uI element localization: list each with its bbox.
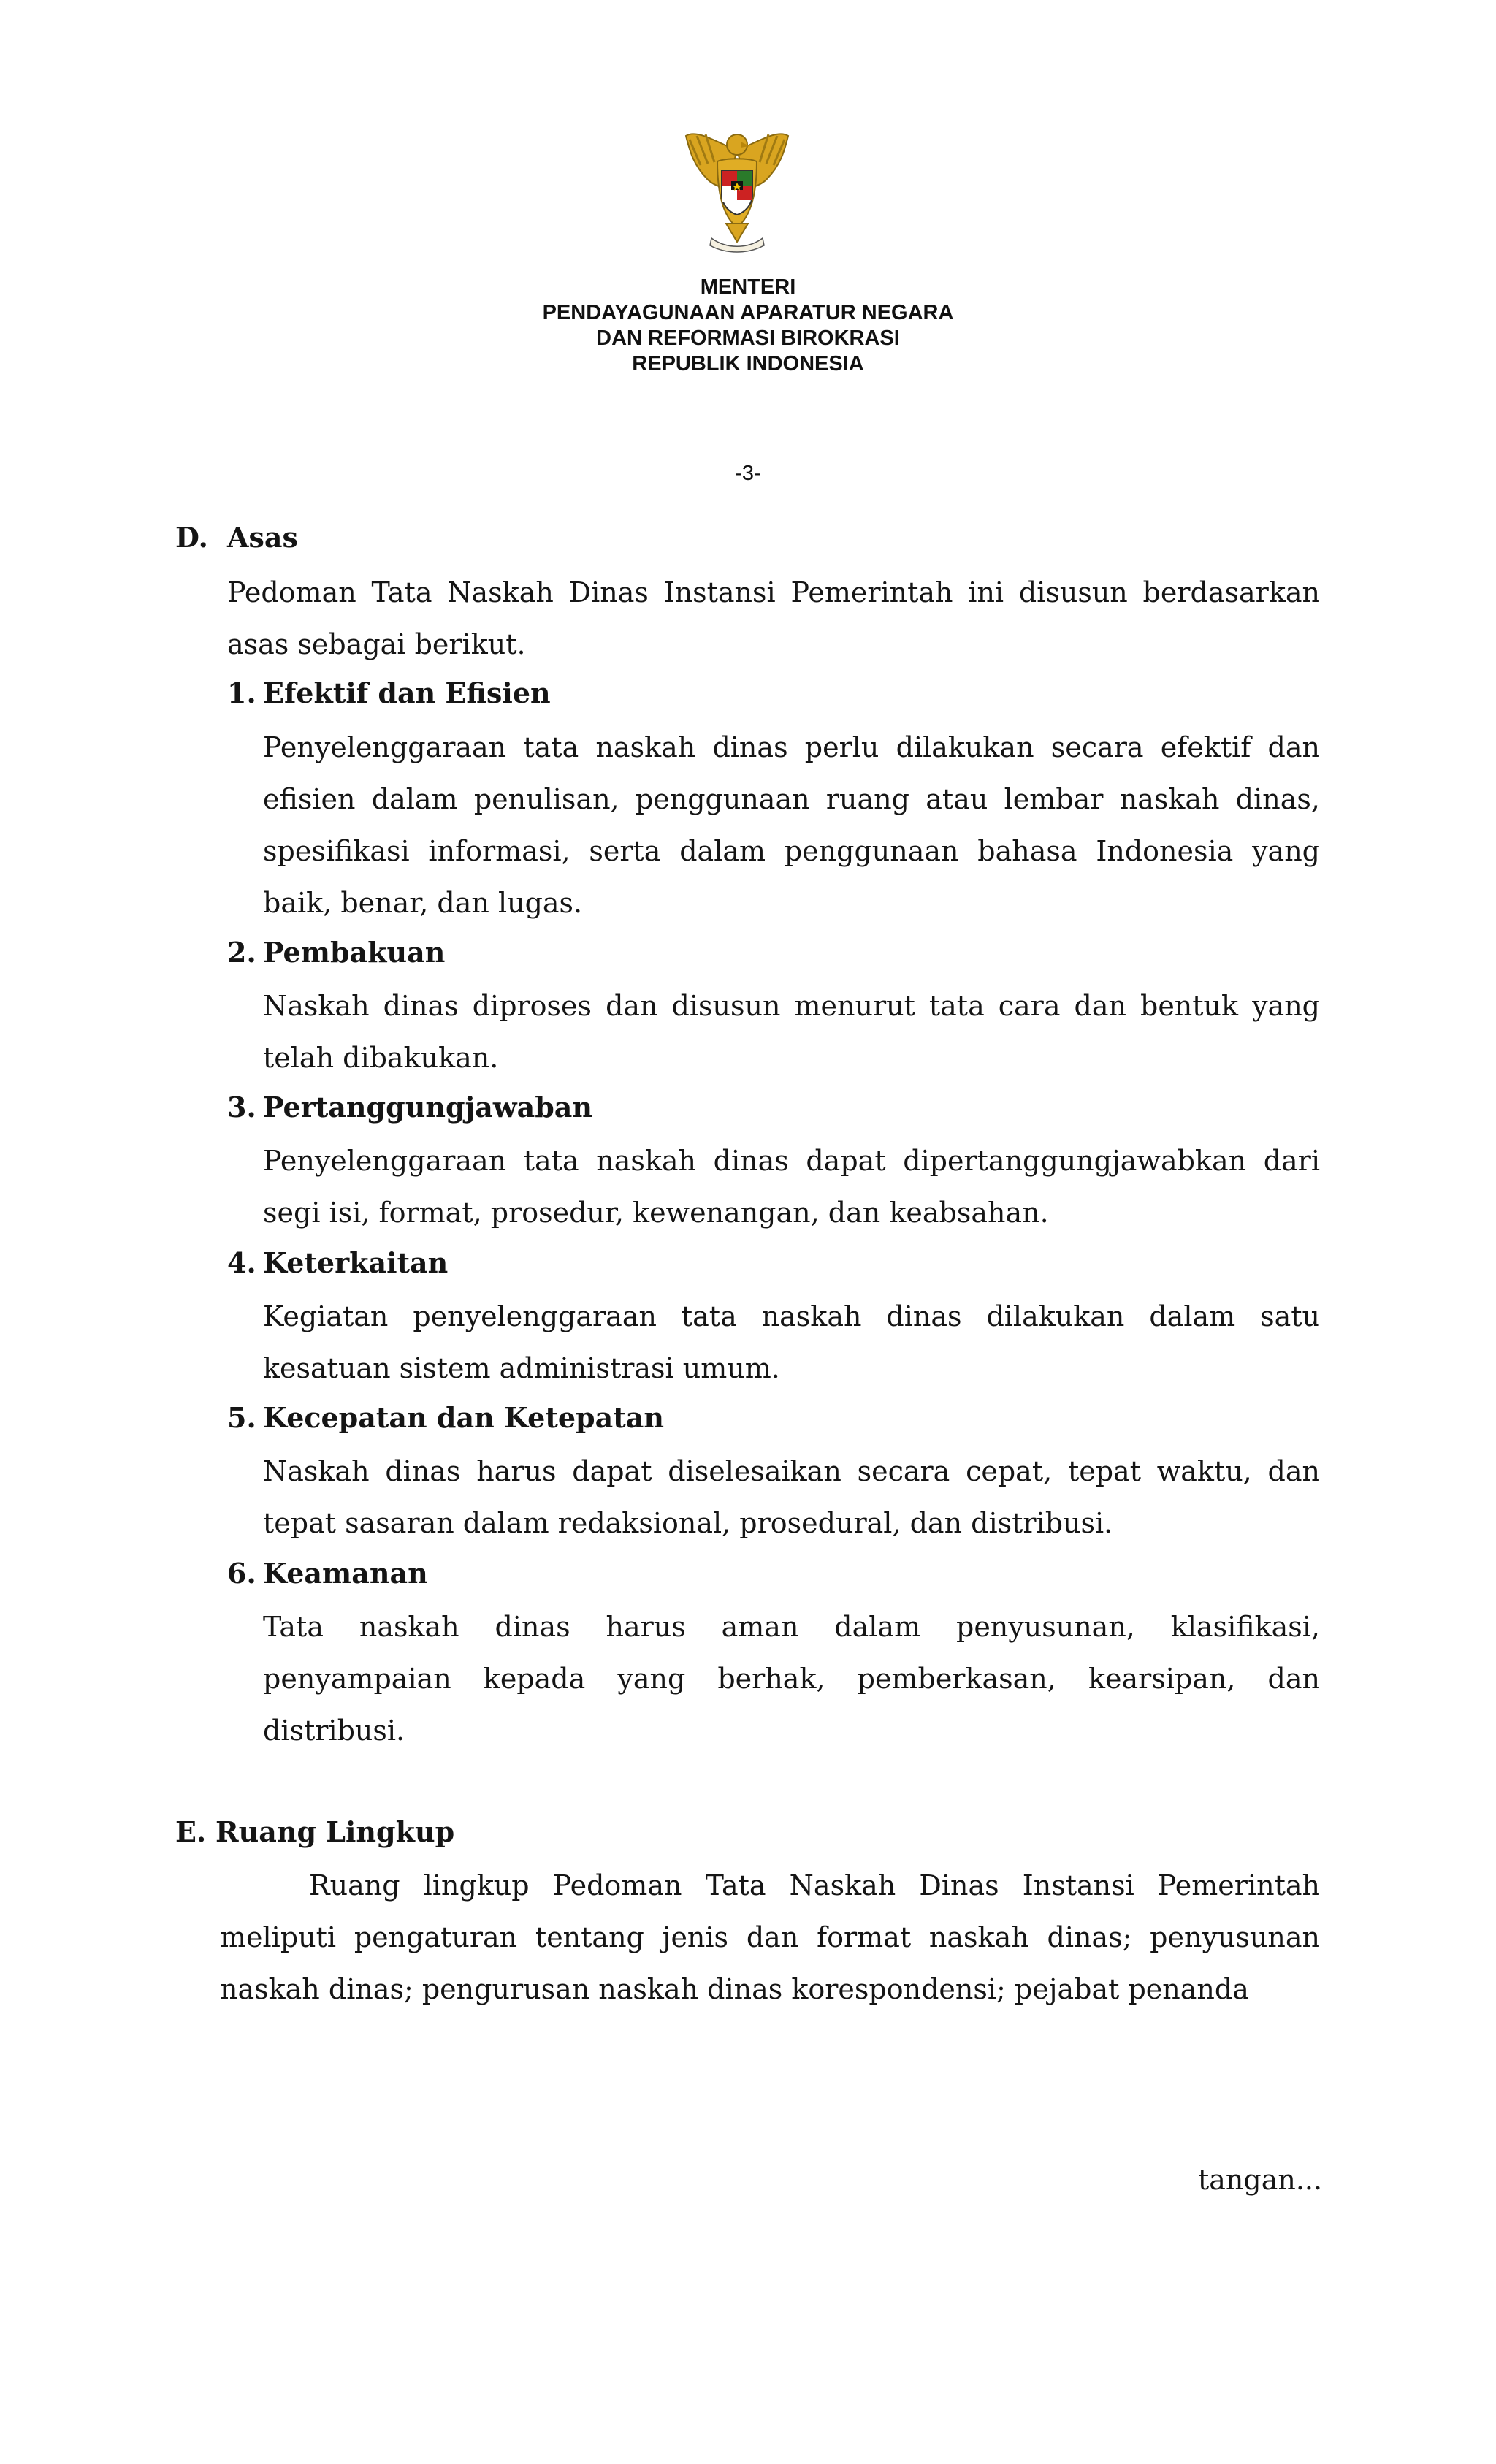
letterhead-line-4: REPUBLIK INDONESIA xyxy=(632,352,864,375)
item-text: Penyelenggaraan tata naskah dinas perlu dilakukan secara efektif dan efisien dalam penulisan, penggunaan ruang atau lembar naskah dinas, spesifikasi informasi, serta dalam penggunaan bahasa Indonesia yang baik, benar, dan lugas. xyxy=(263,731,1320,919)
section-paragraph: Ruang lingkup Pedoman Tata Naskah Dinas Instansi Pemerintah meliputi pengaturan tentang jenis dan format naskah dinas; penyusunan naskah dinas; pengurusan naskah dinas korespondensi; pejabat penanda xyxy=(220,1869,1320,2005)
item-title: Pertanggungjawaban xyxy=(263,1091,593,1124)
item-title: Efektif dan Efisien xyxy=(263,676,551,709)
item-text: Naskah dinas harus dapat diselesaikan secara cepat, tepat waktu, dan tepat sasaran dalam redaksional, prosedural, dan distribusi. xyxy=(263,1455,1320,1539)
item-title: Pembakuan xyxy=(263,936,446,969)
item-text: Naskah dinas diproses dan disusun menurut tata cara dan bentuk yang telah dibakukan. xyxy=(263,990,1320,1074)
item-number: 3. xyxy=(227,1091,256,1124)
item-title: Keamanan xyxy=(263,1557,428,1590)
section-title: Ruang Lingkup xyxy=(215,1815,455,1848)
item-number: 5. xyxy=(227,1401,256,1434)
section-letter: D. xyxy=(175,521,208,554)
section-letter: E. xyxy=(175,1815,207,1848)
item-number: 1. xyxy=(227,676,256,709)
item-number: 6. xyxy=(227,1557,256,1590)
item-title: Keterkaitan xyxy=(263,1246,449,1279)
item-number: 2. xyxy=(227,936,256,969)
item-text: Tata naskah dinas harus aman dalam penyusunan, klasifikasi, penyampaian kepada yang berhak, pemberkasan, kearsipan, dan distribusi. xyxy=(263,1611,1320,1747)
item-text: Kegiatan penyelenggaraan tata naskah dinas dilakukan dalam satu kesatuan sistem administrasi umum. xyxy=(263,1300,1320,1384)
item-text: Penyelenggaraan tata naskah dinas dapat dipertanggungjawabkan dari segi isi, format, prosedur, kewenangan, dan keabsahan. xyxy=(263,1145,1320,1229)
item-number: 4. xyxy=(227,1246,256,1279)
section-intro: Pedoman Tata Naskah Dinas Instansi Pemerintah ini disusun berdasarkan asas sebagai berikut. xyxy=(227,576,1320,660)
page-number: -3- xyxy=(735,462,761,485)
letterhead-line-2: PENDAYAGUNAAN APARATUR NEGARA xyxy=(542,301,954,324)
section-title: Asas xyxy=(227,521,298,554)
item-title: Kecepatan dan Ketepatan xyxy=(263,1401,665,1434)
continuation-text: tangan... xyxy=(1198,2164,1323,2196)
letterhead-line-1: MENTERI xyxy=(700,275,796,299)
garuda-emblem-icon xyxy=(668,121,806,260)
letterhead xyxy=(0,275,1496,377)
letterhead-line-3: DAN REFORMASI BIROKRASI xyxy=(596,327,900,350)
